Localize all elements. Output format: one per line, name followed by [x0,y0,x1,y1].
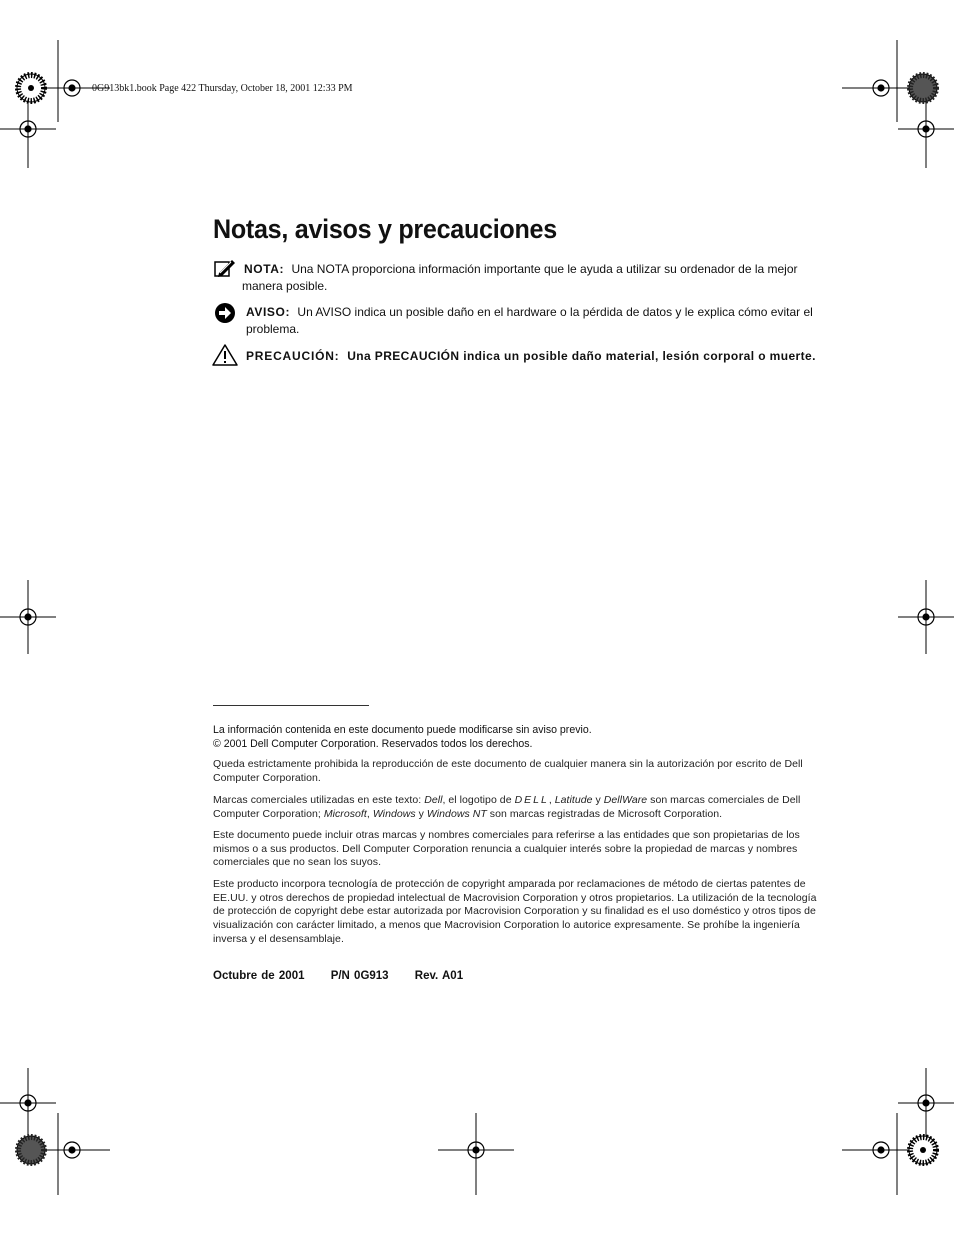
tm-dellware: DellWare [603,794,648,806]
tm-text: y [592,794,604,806]
tm-latitude: Latitude [554,794,593,806]
other-trademarks-paragraph: Este documento puede incluir otras marcas y nombres comerciales para referirse a las entidades que son propietarias de los mismos o a sus productos. Dell Computer Corporation renuncia a cualquier interés sobre la propiedad de marcas y nombres comerciales que no sean los suyos. [213,829,800,869]
caution-text: Una PRECAUCIÓN indica un posible daño material, lesión corporal o muerte. [347,349,816,363]
document-footer-info [213,970,485,982]
note-text: Una NOTA proporciona información importante que le ayuda a utilizar su ordenador de la mejor manera posible. [242,262,798,293]
macrovision-paragraph: Este producto incorpora tecnología de protección de copyright amparada por reclamaciones de método de ciertas patentes de EE.UU. y otros derechos de propiedad intelectual de Macrovision Corporation y otros propietarios. La utilización de la tecnología de protección de copyright debe estar autorizada por Macrovision Corporation y su finalidad es el uso doméstico y otros tipos de visualización con carácter limitado, a menos que Macrovision Corporation lo autorice expresamente. Se prohíbe la ingeniería inversa y el desensamblaje. [213,878,817,945]
tm-text: Marcas comerciales utilizadas en este texto: [213,794,425,806]
tm-text: son marcas comerciales de Dell Computer Corporation; [213,794,801,820]
footnote-divider [213,705,369,706]
tm-text: , [548,794,555,806]
tm-dell-logo: DELL [514,794,549,806]
page-title: Notas, avisos y precauciones [213,214,557,244]
copyright-line: © 2001 Dell Computer Corporation. Reservados todos los derechos. [213,738,533,750]
tm-text: , [366,807,373,820]
publication-date: Octubre de 2001 [213,970,305,982]
note-aviso [246,304,816,338]
note-precaucion [246,348,816,365]
legal-notice-line: La información contenida en este documento puede modificarse sin aviso previo. [213,724,592,736]
note-nota [242,261,816,295]
arrow-circle-icon [214,302,236,324]
revision: Rev. A01 [414,970,464,982]
reproduction-notice: Queda estrictamente prohibida la reproducción de este documento de cualquier manera sin la autorización por escrito de Dell Computer Corporation. [213,758,803,784]
tm-text: y [415,807,427,820]
tm-windows: Windows [372,807,416,820]
tm-windows-nt: Windows NT [426,807,487,820]
notice-label: AVISO: [246,305,291,319]
caution-label: PRECAUCIÓN: [246,349,340,363]
pencil-note-icon [214,259,236,277]
tm-text: , el logotipo de [442,794,515,806]
trademarks-paragraph [213,794,819,821]
tm-text: son marcas registradas de Microsoft Corporation. [486,807,723,820]
print-header-info: 0G913bk1.book Page 422 Thursday, October 18, 2001 12:33 PM [92,83,353,94]
notice-text: Un AVISO indica un posible daño en el hardware o la pérdida de datos y le explica cómo evitar el problema. [246,305,813,336]
part-number: P/N 0G913 [330,970,389,982]
tm-dell: Dell [424,794,443,806]
warning-triangle-icon [212,344,238,366]
note-label: NOTA: [244,262,285,276]
tm-microsoft: Microsoft [323,807,367,820]
